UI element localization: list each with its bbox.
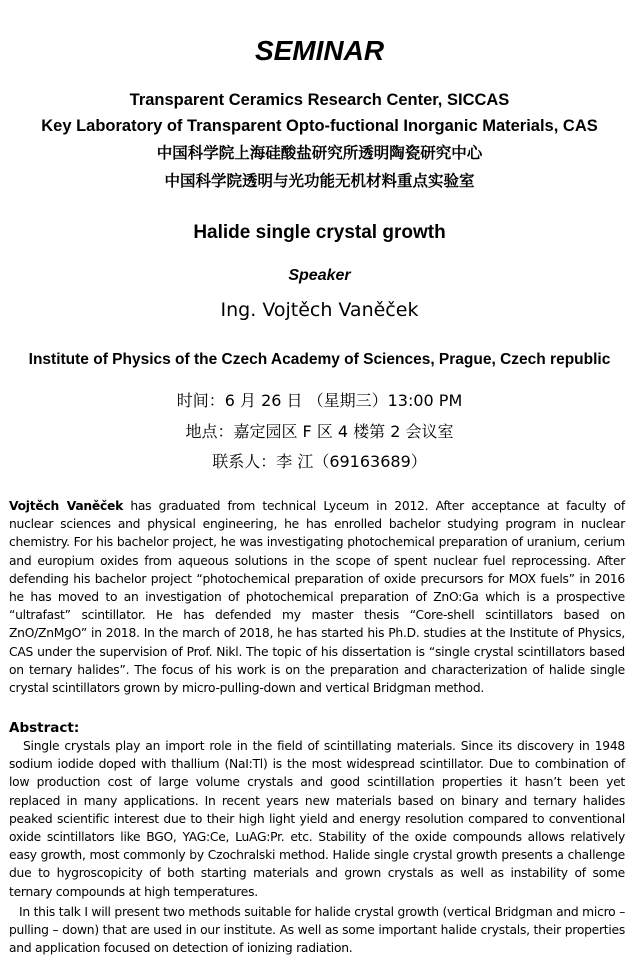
organization-en-2: Key Laboratory of Transparent Opto-fuctional Inorganic Materials, CAS bbox=[41, 117, 598, 135]
organization-cn-2: 中国科学院透明与光功能无机材料重点实验室 bbox=[164, 172, 475, 190]
speaker-label: Speaker bbox=[288, 267, 351, 284]
abstract-paragraph-1 bbox=[9, 737, 625, 901]
bio-speaker-name: Vojtěch Vaněček bbox=[9, 499, 124, 513]
speaker-bio bbox=[9, 497, 625, 697]
abstract-paragraph-2 bbox=[9, 903, 625, 958]
abstract-paragraph-1-text: Single crystals play an import role in the field of scintillating materials. Since its discovery in 1948 sodium iodide doped with thallium (NaI:Tl) is the most widespread scintillator. Due to combination of low production cost of large volume crystals and good scintillation properties it hasn’t been yet replaced in many applications. In recent years new materials based on binary and ternary halides peaked scientific interest due to their high light yield and energy resolution compared to conventional oxide scintillators like BGO, YAG:Ce, LuAG:Pr. etc. Stability of the oxide compounds allows relatively easy growth, most commonly by Czochralski method. Halide single crystal growth presents a challenge due to hygroscopicity of both starting materials and grown crystals as well as instability of some ternary compounds at high temperatures. bbox=[9, 739, 625, 899]
abstract-heading: Abstract: bbox=[9, 720, 80, 736]
event-contact: 联系人：李 江（69163689） bbox=[212, 452, 427, 471]
speaker-institute: Institute of Physics of the Czech Academy of Sciences, Prague, Czech republic bbox=[28, 351, 611, 368]
abstract-paragraph-2-text: In this talk I will present two methods suitable for halide crystal growth (vertical Bridgman and micro – pulling – down) that are used in our institute. As well as some important halide crystals, their properties and application focused on detection of ionizing radiation. bbox=[9, 905, 625, 956]
speaker-name: Ing. Vojtěch Vaněček bbox=[220, 299, 419, 321]
page-title: SEMINAR bbox=[254, 35, 385, 66]
bio-text: has graduated from technical Lyceum in 2012. After acceptance at faculty of nuclear sciences and physical engineering, he has enrolled bachelor studying program in nuclear chemistry. For his bachelor project, he was investigating photochemical preparation of uranium, cerium and europium oxides from aqueous solutions in the scope of spent nuclear fuel reprocessing. After defending his bachelor project “photochemical preparation of oxide precursors for MOX fuels” in 2016 he has moved to an investigation of photochemical preparation of ZnO:Ga which is a prospective “ultrafast” scintillator. He has defended my master thesis “Core-shell scintillators based on ZnO/ZnMgO” in 2018. In the march of 2018, he has started his Ph.D. studies at the Institute of Physics, CAS under the supervision of Prof. Nikl. The topic of his dissertation is “single crystal scintillators based on ternary halides”. The focus of his work is on the preparation and characterization of halide single crystal scintillators grown by micro-pulling-down and vertical Bridgman method. bbox=[9, 499, 625, 696]
organization-cn-1: 中国科学院上海硅酸盐研究所透明陶瓷研究中心 bbox=[156, 144, 483, 162]
talk-title: Halide single crystal growth bbox=[193, 222, 446, 243]
organization-en-1: Transparent Ceramics Research Center, SICCAS bbox=[129, 91, 510, 109]
event-time: 时间：6 月 26 日 （星期三）13:00 PM bbox=[176, 391, 463, 410]
event-location: 地点：嘉定园区 F 区 4 楼第 2 会议室 bbox=[185, 422, 454, 441]
